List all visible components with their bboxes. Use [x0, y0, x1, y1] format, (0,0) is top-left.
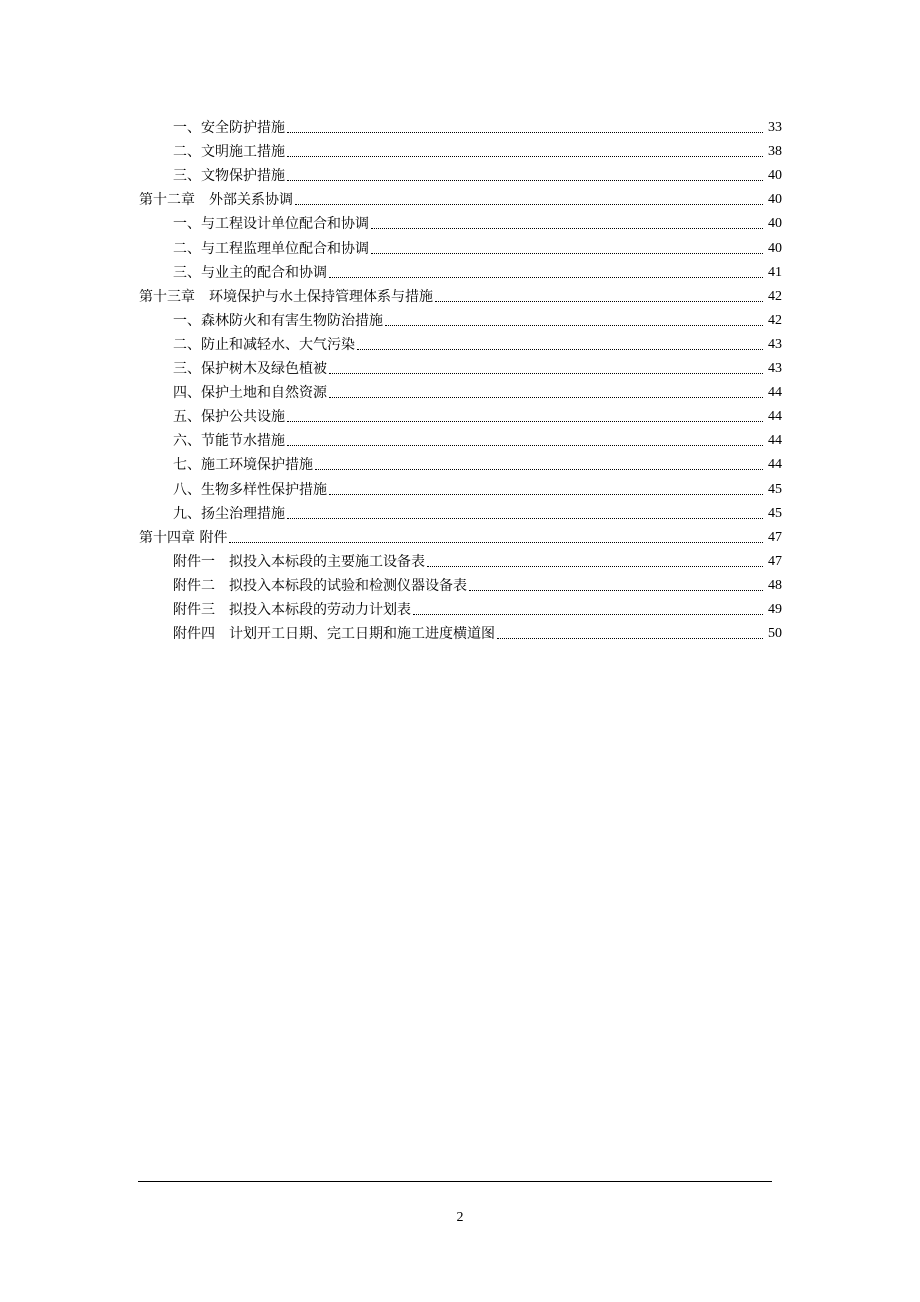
toc-entry[interactable]	[139, 426, 782, 450]
toc-entry-page: 38	[768, 144, 782, 160]
table-of-contents	[139, 113, 782, 643]
toc-entry[interactable]	[139, 282, 782, 306]
toc-entry-title: 一、森林防火和有害生物防治措施	[173, 312, 383, 329]
toc-entry-page: 49	[768, 601, 782, 617]
toc-entry[interactable]	[139, 547, 782, 571]
toc-dot-leader	[435, 300, 763, 302]
toc-dot-leader	[469, 589, 763, 591]
toc-dot-leader	[427, 565, 763, 567]
toc-entry-page: 47	[768, 529, 782, 545]
toc-entry-title: 二、文明施工措施	[173, 144, 285, 161]
toc-entry-title: 第十四章 附件	[139, 529, 228, 546]
toc-entry-page: 44	[768, 385, 782, 401]
toc-entry-title: 一、安全防护措施	[173, 120, 285, 137]
toc-dot-leader	[287, 155, 763, 157]
toc-entry[interactable]	[139, 185, 782, 209]
toc-entry[interactable]	[139, 233, 782, 257]
toc-dot-leader	[371, 252, 763, 254]
toc-entry[interactable]	[139, 450, 782, 474]
toc-entry[interactable]	[139, 113, 782, 137]
toc-dot-leader	[329, 372, 763, 374]
toc-entry-title: 四、保护土地和自然资源	[173, 385, 327, 402]
toc-entry[interactable]	[139, 619, 782, 643]
toc-entry[interactable]	[139, 330, 782, 354]
toc-entry-title: 附件一 拟投入本标段的主要施工设备表	[173, 553, 425, 570]
toc-entry-page: 45	[768, 505, 782, 521]
toc-entry-page: 43	[768, 336, 782, 352]
toc-entry-page: 42	[768, 288, 782, 304]
toc-entry-title: 三、保护树木及绿色植被	[173, 361, 327, 378]
toc-entry-page: 33	[768, 120, 782, 136]
footer-divider	[138, 1181, 772, 1182]
toc-entry-page: 40	[768, 216, 782, 232]
toc-entry-page: 44	[768, 457, 782, 473]
toc-entry-page: 41	[768, 264, 782, 280]
toc-entry-page: 48	[768, 577, 782, 593]
toc-entry-page: 43	[768, 361, 782, 377]
toc-dot-leader	[287, 420, 763, 422]
toc-entry-title: 三、与业主的配合和协调	[173, 264, 327, 281]
toc-entry-page: 47	[768, 553, 782, 569]
toc-entry-title: 附件三 拟投入本标段的劳动力计划表	[173, 601, 411, 618]
toc-entry-title: 二、与工程监理单位配合和协调	[173, 240, 369, 257]
toc-entry[interactable]	[139, 137, 782, 161]
toc-entry-title: 三、文物保护措施	[173, 168, 285, 185]
page-number: 2	[456, 1210, 464, 1225]
toc-dot-leader	[229, 541, 763, 543]
toc-dot-leader	[287, 179, 763, 181]
toc-entry-page: 45	[768, 481, 782, 497]
toc-entry[interactable]	[139, 523, 782, 547]
toc-entry[interactable]	[139, 258, 782, 282]
toc-dot-leader	[287, 444, 763, 446]
toc-dot-leader	[497, 637, 763, 639]
toc-entry[interactable]	[139, 474, 782, 498]
toc-dot-leader	[357, 348, 763, 350]
toc-entry-page: 44	[768, 409, 782, 425]
toc-dot-leader	[287, 131, 763, 133]
toc-entry-title: 六、节能节水措施	[173, 433, 285, 450]
toc-dot-leader	[413, 613, 763, 615]
toc-entry[interactable]	[139, 354, 782, 378]
toc-entry-title: 二、防止和减轻水、大气污染	[173, 336, 355, 353]
toc-dot-leader	[385, 324, 763, 326]
toc-entry[interactable]	[139, 161, 782, 185]
toc-dot-leader	[295, 203, 763, 205]
toc-entry-page: 42	[768, 312, 782, 328]
toc-entry[interactable]	[139, 499, 782, 523]
toc-entry-page: 40	[768, 240, 782, 256]
toc-dot-leader	[287, 517, 763, 519]
toc-entry-page: 40	[768, 168, 782, 184]
toc-entry[interactable]	[139, 209, 782, 233]
toc-entry[interactable]	[139, 306, 782, 330]
toc-dot-leader	[329, 493, 763, 495]
toc-entry[interactable]	[139, 571, 782, 595]
toc-entry-title: 附件四 计划开工日期、完工日期和施工进度横道图	[173, 626, 495, 643]
toc-entry-page: 40	[768, 192, 782, 208]
toc-entry[interactable]	[139, 595, 782, 619]
toc-dot-leader	[329, 396, 763, 398]
toc-dot-leader	[371, 227, 763, 229]
toc-entry-page: 44	[768, 433, 782, 449]
toc-entry-title: 八、生物多样性保护措施	[173, 481, 327, 498]
toc-entry[interactable]	[139, 378, 782, 402]
toc-entry-title: 九、扬尘治理措施	[173, 505, 285, 522]
toc-entry-title: 七、施工环境保护措施	[173, 457, 313, 474]
toc-dot-leader	[329, 276, 763, 278]
toc-entry-title: 第十三章 环境保护与水土保持管理体系与措施	[139, 288, 433, 305]
toc-entry-page: 50	[768, 626, 782, 642]
toc-entry-title: 附件二 拟投入本标段的试验和检测仪器设备表	[173, 577, 467, 594]
toc-dot-leader	[315, 468, 763, 470]
toc-entry[interactable]	[139, 402, 782, 426]
toc-entry-title: 第十二章 外部关系协调	[139, 192, 293, 209]
toc-entry-title: 一、与工程设计单位配合和协调	[173, 216, 369, 233]
toc-entry-title: 五、保护公共设施	[173, 409, 285, 426]
